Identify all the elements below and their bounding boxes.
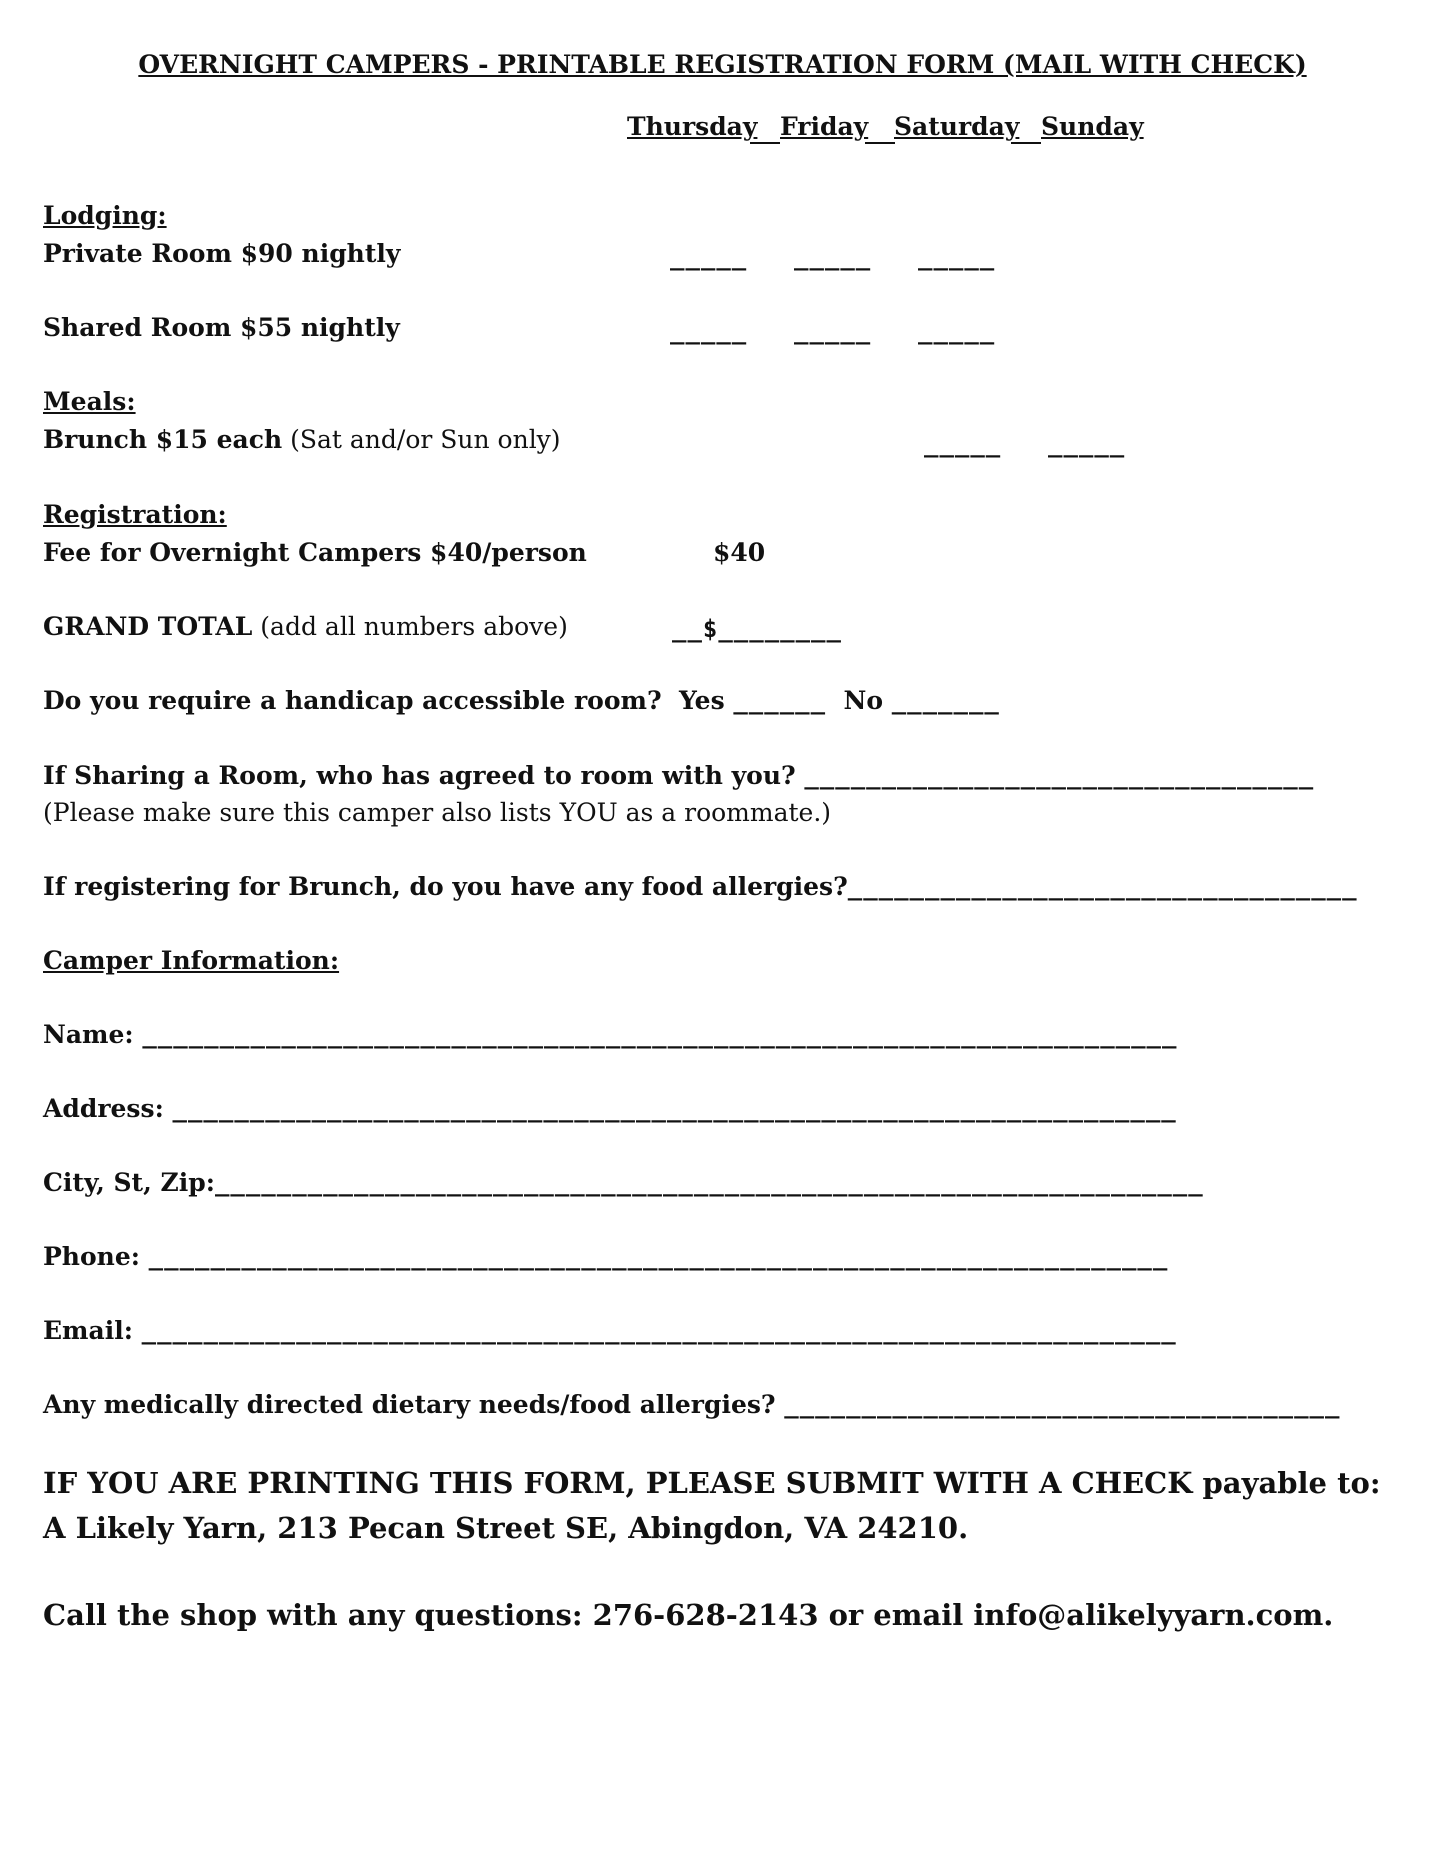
footer-mailing-address: A Likely Yarn, 213 Pecan Street SE, Abingdon, VA 24210. (43, 1511, 969, 1545)
dietary-row (43, 1392, 1340, 1417)
camper-info-heading: Camper Information: (43, 946, 340, 975)
brunch-allergies-question: If registering for Brunch, do you have any food allergies? (43, 872, 848, 901)
name-field[interactable]: ___________________________________________________________________ (142, 1021, 1178, 1049)
brunch-sunday-blank[interactable]: _____ (1048, 430, 1126, 458)
dietary-label: Any medically directed dietary needs/food allergies? (43, 1390, 785, 1419)
phone-field[interactable]: __________________________________________________________________ (148, 1243, 1169, 1271)
address-field[interactable]: _________________________________________________________________ (172, 1095, 1177, 1123)
header-underline-gap (750, 114, 780, 144)
registration-fee-value: $40 (713, 538, 766, 567)
dietary-field[interactable]: ____________________________________ (784, 1391, 1341, 1419)
city-field[interactable]: ________________________________________________________________ (214, 1169, 1204, 1197)
private-room-thursday-blank[interactable]: _____ (670, 243, 748, 271)
day-header-saturday: Saturday (894, 112, 1020, 141)
phone-label: Phone: (43, 1242, 149, 1271)
email-label: Email: (43, 1316, 142, 1345)
handicap-no-blank[interactable]: _______ (891, 687, 1000, 715)
email-field[interactable]: ___________________________________________________________________ (141, 1317, 1177, 1345)
name-row (43, 1022, 1177, 1047)
shared-room-saturday-blank[interactable]: _____ (918, 317, 996, 345)
registration-heading: Registration: (43, 500, 227, 529)
header-underline-gap (1011, 114, 1041, 144)
roommate-row (43, 763, 1314, 788)
registration-fee-label: Fee for Overnight Campers $40/person (43, 538, 587, 567)
phone-row (43, 1244, 1168, 1269)
private-room-label: Private Room $90 nightly (43, 239, 401, 268)
grand-total-field[interactable]: __$________ (672, 615, 842, 643)
roommate-question: If Sharing a Room, who has agreed to room with you? (43, 761, 805, 790)
city-label: City, St, Zip: (43, 1168, 215, 1197)
brunch-label: Brunch $15 each (43, 425, 283, 454)
roommate-note: (Please make sure this camper also lists YOU as a roommate.) (43, 798, 832, 827)
handicap-no-label: No (826, 686, 892, 715)
grand-total-note: (add all numbers above) (252, 612, 568, 641)
shared-room-friday-blank[interactable]: _____ (794, 317, 872, 345)
brunch-row (43, 427, 561, 452)
handicap-yes-blank[interactable]: ______ (733, 687, 827, 715)
brunch-note: (Sat and/or Sun only) (282, 425, 561, 454)
lodging-heading: Lodging: (43, 201, 167, 230)
email-row (43, 1318, 1177, 1343)
header-underline-gap (865, 114, 895, 144)
address-row (43, 1096, 1177, 1121)
private-room-friday-blank[interactable]: _____ (794, 243, 872, 271)
footer-line-1 (43, 1466, 1381, 1500)
form-title: OVERNIGHT CAMPERS - PRINTABLE REGISTRATION FORM (MAIL WITH CHECK) (138, 50, 1307, 79)
meals-heading: Meals: (43, 387, 136, 416)
grand-total-row (43, 614, 568, 639)
shared-room-thursday-blank[interactable]: _____ (670, 317, 748, 345)
handicap-row (43, 688, 1000, 713)
city-row (43, 1170, 1204, 1195)
roommate-blank[interactable]: _________________________________ (804, 762, 1315, 790)
grand-total-label: GRAND TOTAL (43, 612, 253, 641)
brunch-saturday-blank[interactable]: _____ (924, 430, 1002, 458)
footer-submit-instruction: IF YOU ARE PRINTING THIS FORM, PLEASE SUBMIT WITH A CHECK (43, 1466, 1193, 1500)
day-header-sunday: Sunday (1041, 112, 1144, 141)
day-header-thursday: Thursday (627, 112, 758, 141)
private-room-saturday-blank[interactable]: _____ (918, 243, 996, 271)
brunch-allergies-row (43, 874, 1358, 899)
handicap-question: Do you require a handicap accessible room? Yes (43, 686, 734, 715)
footer-contact-info: Call the shop with any questions: 276-628-2143 or email info@alikelyyarn.com. (43, 1598, 1334, 1632)
brunch-allergies-blank[interactable]: _________________________________ (847, 873, 1358, 901)
shared-room-label: Shared Room $55 nightly (43, 313, 400, 342)
footer-payable-to: payable to: (1192, 1466, 1381, 1500)
address-label: Address: (43, 1094, 173, 1123)
day-header-friday: Friday (780, 112, 869, 141)
name-label: Name: (43, 1020, 143, 1049)
